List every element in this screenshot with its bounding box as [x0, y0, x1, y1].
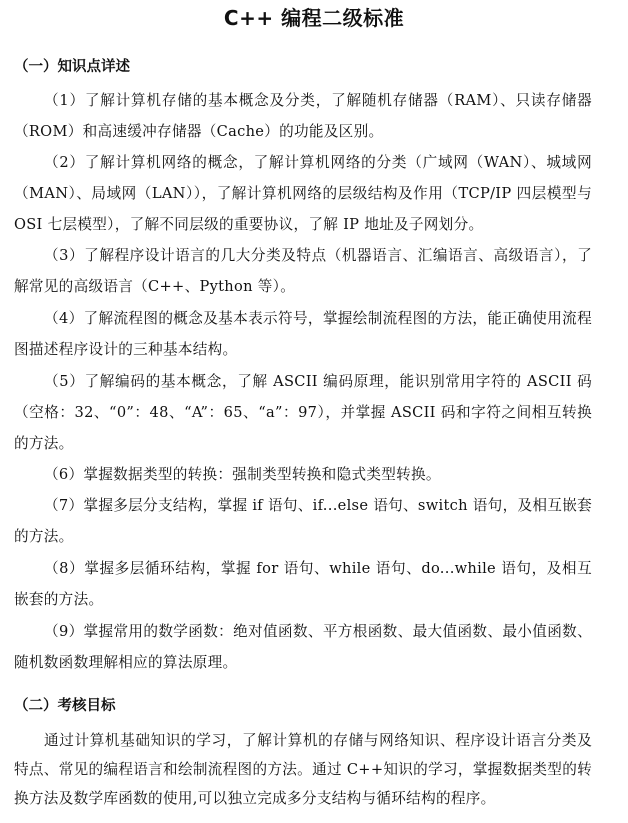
knowledge-item-7: （7）掌握多层分支结构，掌握 if 语句、if...else 语句、switch 语句，及相互嵌套的方法。	[14, 497, 592, 545]
knowledge-item-4: （4）了解流程图的概念及基本表示符号，掌握绘制流程图的方法，能正确使用流程图描述程序设计的三种基本结构。	[14, 310, 592, 358]
knowledge-item-8: （8）掌握多层循环结构，掌握 for 语句、while 语句、do...while 语句，及相互嵌套的方法。	[14, 560, 592, 608]
knowledge-item-9: （9）掌握常用的数学函数：绝对值函数、平方根函数、最大值函数、最小值函数、随机数函数理解相应的算法原理。	[14, 623, 592, 671]
knowledge-item-6: （6）掌握数据类型的转换：强制类型转换和隐式类型转换。	[44, 466, 441, 483]
knowledge-item-2: （2）了解计算机网络的概念，了解计算机网络的分类（广域网（WAN）、城域网（MAN）、局域网（LAN）），了解计算机网络的层级结构及作用（TCP/IP 四层模型与 OSI 七层模型），了解不同层级的重要协议，了解 IP 地址及子网划分。	[14, 154, 592, 233]
section-heading-assessment-goals: （二）考核目标	[14, 698, 116, 714]
knowledge-item-3: （3）了解程序设计语言的几大分类及特点（机器语言、汇编语言、高级语言），了解常见的高级语言（C++、Python 等）。	[14, 247, 592, 295]
assessment-goals-paragraph: 通过计算机基础知识的学习，了解计算机的存储与网络知识、程序设计语言分类及特点、常见的编程语言和绘制流程图的方法。通过 C++知识的学习，掌握数据类型的转换方法及数学库函数的使用,可以独立完成多分支结构与循环结构的程序。	[14, 732, 592, 807]
page-title: C++ 编程二级标准	[223, 6, 405, 30]
knowledge-item-5: （5）了解编码的基本概念，了解 ASCII 编码原理，能识别常用字符的 ASCII 码（空格：32、“0”：48、“A”：65、“a”：97），并掌握 ASCII 码和字符之间相互转换的方法。	[14, 373, 592, 452]
section-heading-knowledge-points: （一）知识点详述	[14, 59, 130, 75]
knowledge-item-1: （1）了解计算机存储的基本概念及分类，了解随机存储器（RAM）、只读存储器（ROM）和高速缓冲存储器（Cache）的功能及区别。	[14, 92, 592, 140]
